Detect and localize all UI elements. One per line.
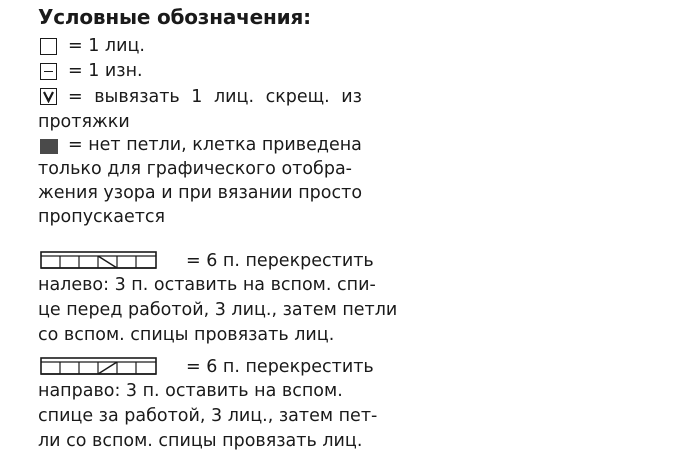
legend-nostitch-line-4: пропускается bbox=[38, 207, 166, 227]
purl-square-icon bbox=[40, 63, 57, 80]
legend-nostitch-line-3: жения узора и при вязании просто bbox=[38, 183, 363, 203]
no-stitch-filled-square-icon bbox=[40, 139, 58, 154]
legend-twisted-line-1 bbox=[68, 87, 370, 107]
legend-cable-left-line-2: налево: 3 п. оставить на вспом. спи- bbox=[38, 275, 376, 295]
legend-twisted-text-1: = вывязать 1 лиц. скрещ. из bbox=[68, 87, 362, 107]
legend-twisted-line-2: протяжки bbox=[38, 112, 130, 132]
legend-nostitch-line-2: только для графического отобра- bbox=[38, 159, 352, 179]
legend-knit-text: = 1 лиц. bbox=[68, 36, 145, 56]
knit-square-icon bbox=[40, 38, 57, 55]
legend-cable-right-line-4: ли со вспом. спицы провязать лиц. bbox=[38, 431, 363, 451]
legend-cable-right-line-2: направо: 3 п. оставить на вспом. bbox=[38, 381, 343, 401]
twisted-knit-from-strand-icon bbox=[40, 88, 57, 105]
cable-6-left-cross-icon bbox=[40, 250, 158, 270]
legend-cable-right-line-3: спице за работой, 3 лиц., затем пет- bbox=[38, 406, 378, 426]
legend-cable-left-line-1: = 6 п. перекрестить bbox=[186, 251, 374, 271]
cable-6-right-cross-icon bbox=[40, 356, 158, 376]
legend-purl-text: = 1 изн. bbox=[68, 61, 143, 81]
legend-cable-left-line-4: со вспом. спицы провязать лиц. bbox=[38, 325, 335, 345]
legend-title: Условные обозначения: bbox=[38, 5, 311, 29]
legend-cable-left-line-3: це перед работой, 3 лиц., затем петли bbox=[38, 300, 398, 320]
legend-cable-right-line-1: = 6 п. перекрестить bbox=[186, 357, 374, 377]
legend-nostitch-line-1: = нет петли, клетка приведена bbox=[68, 135, 362, 155]
